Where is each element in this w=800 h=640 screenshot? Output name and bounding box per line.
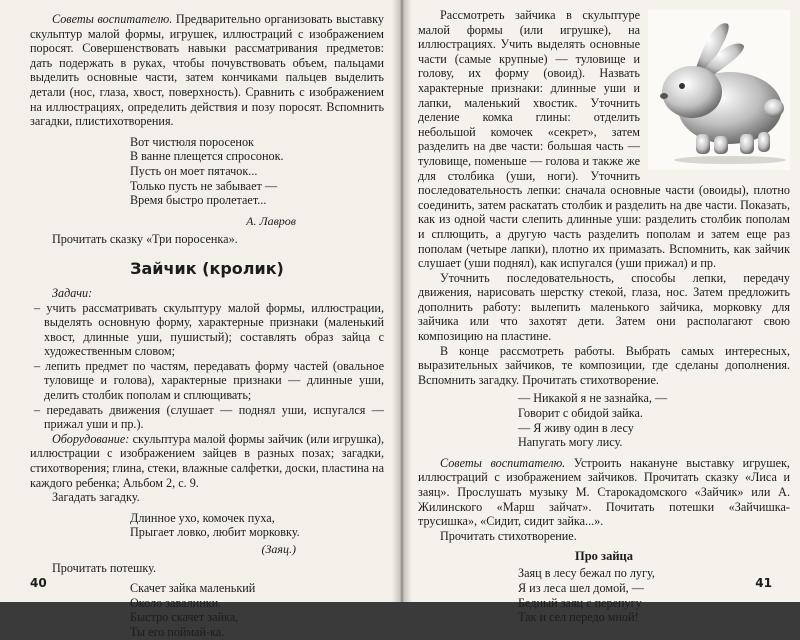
paragraph-2: Уточнить последовательность, способы лепки, передачу движения, нарисовать шерстку стекой, глаза, нос. Затем предложить дополнить работу: вылепить маленького зайчика, морковку для зайчика или что захотят дети. Затем они располагают свою композицию на пластине.	[418, 270, 790, 344]
poem-line: Я из леса шел домой, —	[518, 580, 644, 595]
read-tale: Прочитать сказку «Три поросенка».	[52, 232, 238, 247]
page-number-left: 40	[30, 576, 47, 590]
nursery-line: Ты его поймай-ка.	[130, 624, 225, 639]
riddle-answer: (Заяц.)	[261, 542, 296, 556]
left-page	[0, 0, 400, 639]
poem-line: Время быстро пролетает...	[130, 193, 267, 208]
poem-line: — Я живу один в лесу	[518, 420, 634, 435]
bunny-sculpture-icon	[648, 10, 790, 170]
equipment-text: скульптура малой формы зайчик (или игрушка), иллюстрации с изображением зайцев в разных позах; загадки, стихотворения; глина, стеки, влажные салфетки, доски, пластина на каждого ребенка; Альбом 2, с. 9.	[30, 431, 384, 490]
poem-line: Заяц в лесу бежал по лугу,	[518, 566, 655, 581]
poem-line: Вот чистюля поросенок	[130, 134, 254, 149]
poem-author: А. Лавров	[246, 213, 296, 228]
riddle-line: Длинное ухо, комочек пуха,	[130, 510, 275, 525]
equipment-paragraph	[30, 432, 384, 490]
poem-pro-zaitsa	[518, 566, 790, 624]
tasks-list	[30, 301, 384, 432]
riddle	[130, 511, 384, 540]
nursery-line: Около завалинки.	[130, 595, 222, 610]
nursery-intro: Прочитать потешку.	[52, 560, 157, 575]
nursery-rhyme	[130, 581, 384, 639]
nursery-line: Скачет зайка маленький	[130, 581, 256, 596]
section-title: Зайчик (кролик)	[130, 258, 284, 278]
poem-zaika	[518, 391, 790, 449]
tasks-label: Задачи:	[52, 285, 93, 300]
poem-line: Только пусть не забывает —	[130, 178, 278, 193]
equipment-label: Оборудование:	[52, 431, 130, 446]
poem-line: Пусть он моет пятачок...	[130, 163, 258, 178]
advice-paragraph-right	[418, 456, 790, 529]
task-item: – передавать движения (слушает — поднял уши, испугался — прижал уши и пр.).	[34, 402, 384, 432]
poem-line: Напугать могу лису.	[518, 435, 623, 450]
bunny-illustration	[648, 10, 790, 170]
riddle-line: Прыгает ловко, любит морковку.	[130, 525, 300, 540]
read-poem: Прочитать стихотворение.	[440, 528, 577, 543]
advice-text-right: Устроить накануне выставку игрушек, иллюстраций с изображением зайчиков. Прочитать сказку «Лиса и заяц». Прослушать музыку М. Старокадомского «Зайчик» или А. Жилинского «Марш зайчат». Почитать потешки «Зайчишка-трусишка», «Сидит, сидит зайка...».	[418, 455, 790, 529]
poem-title: Про зайца	[575, 549, 633, 564]
poem-line: Так и сел передо мной!	[518, 610, 639, 625]
page-number-right: 41	[755, 576, 772, 590]
poem-piglet	[130, 135, 384, 208]
paragraph-1: Рассмотреть зайчика в скульптуре малой формы (или игрушке), на иллюстрациях. Учить выделять основные части (самые крупные) — туловище и голову, их форму (овоид). Назвать характерные признаки: длинные уши и лапки, маленький хвостик. Уточнить деление комка глины: отделить небольшой комочек «секрет», затем разделить на две части: большая часть — туловище, поменьше — голова и также же для столбика (уши, ноги). Уточнить последовательность лепки: сначала основные части (овоиды), плотно соединить, затем раскатать столбик и разделить на две части. Показать, как из одной части слепить длинные уши: разделить столбик пополам и сплющить, а другую часть разделить пополам и затем еще раз пополам (четыре лапки), плотно их примазать. Вспомнить, как зайчик слушает (уши поднял), как испугался (уши прижал) и пр.	[418, 8, 790, 271]
advice-paragraph	[30, 12, 384, 129]
task-item: – лепить предмет по частям, передавать форму частей (овальное туловище и голова), характерные признаки — длинные уши, делить столбик пополам и сплющивать;	[34, 358, 384, 403]
poem-line: Говорит с обидой зайка.	[518, 406, 643, 421]
nursery-line: Быстро скачет зайка,	[130, 610, 239, 625]
poem-line: — Никакой я не зазнайка, —	[518, 391, 668, 406]
task-item: – учить рассматривать скульптуру малой формы, иллюстрации, выделять основную форму, характерные признаки (маленький хвост, длинные уши, пушистый); составлять образ зайца с художественным словом;	[34, 300, 384, 359]
poem-line: Бедный заяц с перепугу	[518, 595, 642, 610]
advice-label-right: Советы воспитателю.	[440, 455, 566, 470]
advice-label: Советы воспитателю.	[52, 12, 173, 26]
right-page	[400, 0, 800, 625]
poem-line: В ванне плещется спросонок.	[130, 149, 284, 164]
riddle-intro: Загадать загадку.	[52, 490, 140, 505]
advice-text: Предварительно организовать выставку скульптур малой формы, игрушек, иллюстраций с изображением поросят. Совершенствовать навыки рассматривания предметов: дать подержать в руках, чтобы почувствовать объем, пальцами выделить основные части, затем кончиками пальцев выделить детали (нос, глаза, хвост, поверхность). Сравнить с изображением на иллюстрациях, определить действия и позу поросят. Вспомнить загадки, плистихотворения.	[30, 12, 384, 129]
paragraph-3: В конце рассмотреть работы. Выбрать самых интересных, выразительных зайчиков, те композиции, где сделаны дополнения. Вспомнить загадку. Прочитать стихотворение.	[418, 343, 790, 387]
book-spine	[392, 0, 412, 602]
